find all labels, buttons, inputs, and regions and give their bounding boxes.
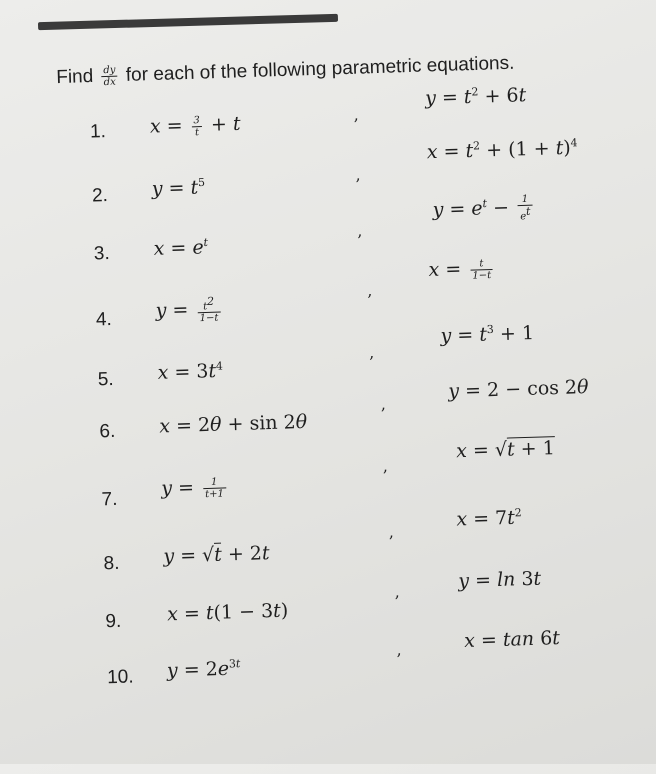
problem-number: 3.: [93, 242, 111, 265]
derivative-fraction: [101, 65, 118, 88]
left-equation: $y = t^5$: [151, 175, 206, 200]
separator-comma: ,: [394, 582, 401, 602]
right-equation: x = √t + 1: [455, 437, 556, 463]
separator-comma: ,: [366, 280, 373, 300]
problem-number: 4.: [95, 308, 113, 331]
problem-number: 5.: [97, 368, 115, 391]
right-equation: $y = t^2 + 6t$: [424, 84, 527, 110]
left-equation: y = $\frac{1}{t+1}$: [160, 476, 225, 500]
left-equation: $y = 2e^{3t}$: [166, 657, 241, 682]
problem-number: 2.: [91, 185, 109, 207]
problem-number: 10.: [106, 666, 134, 689]
right-equation: $y = e^t$ − $\frac{1}{e^t}$: [432, 193, 531, 223]
left-equation: $x = 3t^4$: [157, 359, 224, 384]
right-equation: x = tan 6t: [463, 627, 561, 653]
right-equation: $y = t^3 + 1$: [440, 322, 535, 347]
separator-comma: ,: [380, 394, 387, 414]
left-equation: y = √t + 2t: [163, 542, 270, 568]
separator-comma: ,: [368, 342, 375, 362]
separator-comma: ,: [355, 165, 361, 185]
left-equation: x = 2θ + sin 2θ: [158, 410, 308, 438]
right-equation: y = ln 3t: [457, 567, 542, 593]
instruction-suffix: for each of the following parametric equations.: [125, 52, 515, 86]
left-equation: y = $\frac{t^2}{1-t}$: [155, 294, 219, 325]
problem-number: 7.: [101, 488, 118, 511]
left-equation: x = $\frac{3}{t}$ + t: [149, 112, 241, 138]
problem-number: 6.: [99, 420, 116, 443]
separator-comma: ,: [382, 456, 389, 476]
problem-number: 8.: [103, 552, 120, 575]
separator-comma: ,: [396, 640, 402, 660]
instruction-prefix: Find: [55, 65, 94, 89]
derivative-numerator: dy: [101, 65, 117, 77]
left-equation: x = t(1 − 3t): [166, 599, 289, 626]
right-equation: y = 2 − cos 2θ: [448, 376, 589, 403]
separator-comma: ,: [388, 522, 395, 542]
right-equation: $x = 7t^2$: [456, 506, 522, 531]
problem-number: 1.: [89, 121, 107, 143]
left-equation: $x = e^t$: [153, 235, 209, 260]
derivative-denominator: dx: [103, 76, 116, 89]
instruction-text: [56, 52, 515, 89]
separator-comma: ,: [356, 221, 363, 241]
right-equation: $x = t^2 + (1 + t)^4$: [426, 136, 578, 164]
separator-comma: ,: [353, 105, 360, 125]
right-equation: x = $\frac{t}{1-t}$: [428, 257, 492, 282]
problem-number: 9.: [105, 610, 122, 633]
